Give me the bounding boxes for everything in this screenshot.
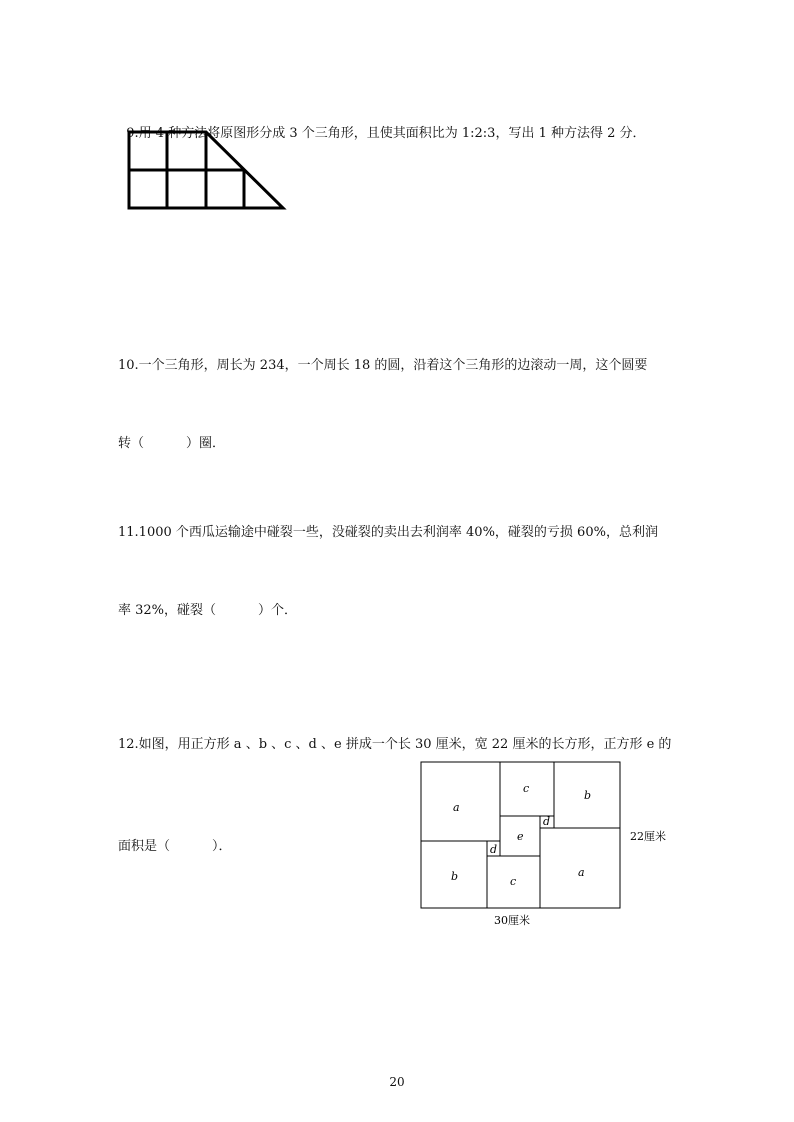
- label-d-left: d: [490, 843, 498, 856]
- label-c-top: c: [523, 782, 530, 795]
- label-c-bottom: c: [510, 875, 517, 888]
- label-e: e: [517, 830, 524, 843]
- question-11: [118, 468, 678, 650]
- question-10-line1: 10.一个三角形，周长为 234，一个周长 18 的圆，沿着这个三角形的边滚动一周，这个圆要: [118, 358, 648, 373]
- height-label: 22厘米: [630, 830, 666, 843]
- label-a-bottom: a: [578, 866, 585, 879]
- question-10-line2: 转（ ）圈．: [118, 436, 226, 451]
- label-a-top: a: [453, 801, 460, 814]
- page-number: 20: [389, 1075, 405, 1089]
- question-12-line2: 面积是（ ）．: [118, 839, 232, 854]
- square-a-top: [421, 762, 500, 841]
- question-11-line2: 率 32%，碰裂（ ）个．: [118, 603, 298, 618]
- question-11-line1: 11.1000 个西瓜运输途中碰裂一些，没碰裂的卖出去利润率 40%，碰裂的亏损 60%，总利润: [118, 525, 658, 540]
- label-b-bottom: b: [451, 870, 459, 883]
- question-12-line1: 12.如图，用正方形 a 、b 、c 、d 、e 拼成一个长 30 厘米，宽 22 厘米的长方形，正方形 e 的: [118, 737, 672, 752]
- trapezoid-grid-figure: [126, 128, 291, 217]
- label-b-top: b: [584, 789, 592, 802]
- width-label: 30厘米: [494, 914, 530, 927]
- question-10: [118, 301, 678, 483]
- question-9-text: 9.用 4 种方法将原图形分成 3 个三角形，且使其面积比为 1:2:3，写出 1 种方法得 2 分．: [126, 126, 646, 141]
- squares-rectangle-figure: [418, 758, 678, 937]
- label-d-right: d: [543, 815, 551, 828]
